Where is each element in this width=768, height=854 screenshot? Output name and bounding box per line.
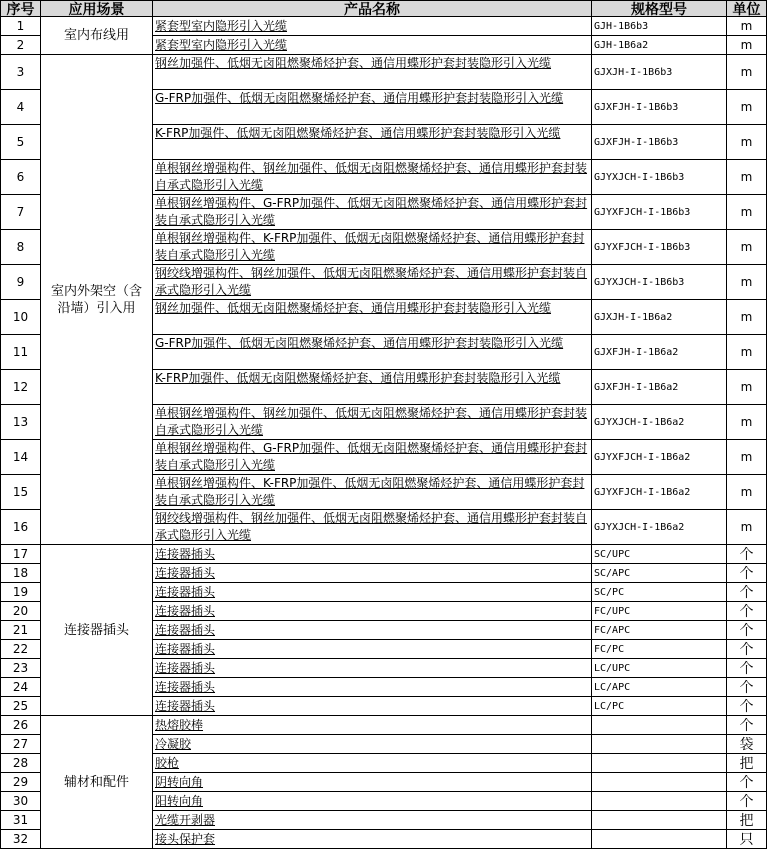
spec-cell[interactable]: FC/APC	[592, 621, 727, 640]
product-name-cell[interactable]: 光缆开剥器	[153, 811, 592, 830]
product-name-cell[interactable]: 连接器插头	[153, 678, 592, 697]
row-seq-cell[interactable]: 1	[0, 17, 41, 36]
product-name-cell[interactable]: 钢丝加强件、低烟无卤阻燃聚烯烃护套、通信用蝶形护套封装隐形引入光缆	[153, 300, 592, 335]
product-name-cell[interactable]: 冷凝胶	[153, 735, 592, 754]
row-seq-cell[interactable]: 26	[0, 716, 41, 735]
spec-cell[interactable]: GJYXJCH-I-1B6a2	[592, 405, 727, 440]
unit-cell[interactable]: 个	[727, 583, 767, 602]
spec-cell[interactable]: LC/UPC	[592, 659, 727, 678]
row-seq-cell[interactable]: 32	[0, 830, 41, 849]
spec-cell[interactable]: GJYXFJCH-I-1B6b3	[592, 230, 727, 265]
product-name-cell[interactable]: 单根钢丝增强构件、G-FRP加强件、低烟无卤阻燃聚烯烃护套、通信用蝶形护套封装自承式隐形引入光缆	[153, 195, 592, 230]
unit-cell[interactable]: 个	[727, 621, 767, 640]
row-seq-cell[interactable]: 25	[0, 697, 41, 716]
product-name-cell[interactable]: 单根钢丝增强构件、K-FRP加强件、低烟无卤阻燃聚烯烃护套、通信用蝶形护套封装自承式隐形引入光缆	[153, 230, 592, 265]
row-seq-cell[interactable]: 29	[0, 773, 41, 792]
product-name-cell[interactable]: 连接器插头	[153, 545, 592, 564]
spec-cell[interactable]: GJH-1B6b3	[592, 17, 727, 36]
spec-cell[interactable]: FC/PC	[592, 640, 727, 659]
scene-merged-cell[interactable]: 辅材和配件	[41, 716, 153, 849]
spec-cell[interactable]	[592, 811, 727, 830]
unit-cell[interactable]: 个	[727, 792, 767, 811]
unit-cell[interactable]: m	[727, 195, 767, 230]
product-name-cell[interactable]: 钢绞线增强构件、钢丝加强件、低烟无卤阻燃聚烯烃护套、通信用蝶形护套封装自承式隐形引入光缆	[153, 510, 592, 545]
unit-cell[interactable]: m	[727, 125, 767, 160]
spec-cell[interactable]: GJXJH-I-1B6a2	[592, 300, 727, 335]
unit-cell[interactable]: m	[727, 160, 767, 195]
row-seq-cell[interactable]: 3	[0, 55, 41, 90]
unit-cell[interactable]: 个	[727, 773, 767, 792]
product-name-cell[interactable]: 阴转向角	[153, 773, 592, 792]
unit-cell[interactable]: 个	[727, 659, 767, 678]
unit-cell[interactable]: 个	[727, 640, 767, 659]
product-name-cell[interactable]: 单根钢丝增强构件、G-FRP加强件、低烟无卤阻燃聚烯烃护套、通信用蝶形护套封装自承式隐形引入光缆	[153, 440, 592, 475]
unit-cell[interactable]: m	[727, 265, 767, 300]
unit-cell[interactable]: m	[727, 475, 767, 510]
spec-cell[interactable]: GJYXJCH-I-1B6b3	[592, 160, 727, 195]
row-seq-cell[interactable]: 28	[0, 754, 41, 773]
row-seq-cell[interactable]: 19	[0, 583, 41, 602]
unit-cell[interactable]: 个	[727, 545, 767, 564]
product-name-cell[interactable]: 紧套型室内隐形引入光缆	[153, 17, 592, 36]
unit-cell[interactable]: m	[727, 230, 767, 265]
scene-merged-cell[interactable]: 连接器插头	[41, 545, 153, 716]
spec-cell[interactable]: GJYXJCH-I-1B6b3	[592, 265, 727, 300]
row-seq-cell[interactable]: 10	[0, 300, 41, 335]
product-name-cell[interactable]: 连接器插头	[153, 697, 592, 716]
product-name-cell[interactable]: 连接器插头	[153, 659, 592, 678]
row-seq-cell[interactable]: 24	[0, 678, 41, 697]
row-seq-cell[interactable]: 4	[0, 90, 41, 125]
product-name-cell[interactable]: K-FRP加强件、低烟无卤阻燃聚烯烃护套、通信用蝶形护套封装隐形引入光缆	[153, 125, 592, 160]
row-seq-cell[interactable]: 12	[0, 370, 41, 405]
row-seq-cell[interactable]: 7	[0, 195, 41, 230]
spec-cell[interactable]: GJXFJH-I-1B6b3	[592, 125, 727, 160]
spec-cell[interactable]: GJXFJH-I-1B6a2	[592, 370, 727, 405]
product-name-cell[interactable]: G-FRP加强件、低烟无卤阻燃聚烯烃护套、通信用蝶形护套封装隐形引入光缆	[153, 90, 592, 125]
header-product-name[interactable]: 产品名称	[153, 0, 592, 17]
header-unit[interactable]: 单位	[727, 0, 767, 17]
row-seq-cell[interactable]: 13	[0, 405, 41, 440]
product-name-cell[interactable]: 连接器插头	[153, 640, 592, 659]
product-name-cell[interactable]: 单根钢丝增强构件、K-FRP加强件、低烟无卤阻燃聚烯烃护套、通信用蝶形护套封装自承式隐形引入光缆	[153, 475, 592, 510]
scene-merged-cell[interactable]: 室内外架空（含沿墙）引入用	[41, 55, 153, 545]
product-name-cell[interactable]: 接头保护套	[153, 830, 592, 849]
unit-cell[interactable]: 只	[727, 830, 767, 849]
unit-cell[interactable]: 把	[727, 811, 767, 830]
product-name-cell[interactable]: 钢丝加强件、低烟无卤阻燃聚烯烃护套、通信用蝶形护套封装隐形引入光缆	[153, 55, 592, 90]
spec-cell[interactable]	[592, 735, 727, 754]
unit-cell[interactable]: m	[727, 55, 767, 90]
header-spec[interactable]: 规格型号	[592, 0, 727, 17]
product-name-cell[interactable]: K-FRP加强件、低烟无卤阻燃聚烯烃护套、通信用蝶形护套封装隐形引入光缆	[153, 370, 592, 405]
spec-cell[interactable]: GJXFJH-I-1B6b3	[592, 90, 727, 125]
unit-cell[interactable]: 把	[727, 754, 767, 773]
row-seq-cell[interactable]: 2	[0, 36, 41, 55]
product-name-cell[interactable]: 紧套型室内隐形引入光缆	[153, 36, 592, 55]
spec-cell[interactable]: LC/APC	[592, 678, 727, 697]
row-seq-cell[interactable]: 30	[0, 792, 41, 811]
unit-cell[interactable]: m	[727, 405, 767, 440]
unit-cell[interactable]: 个	[727, 602, 767, 621]
unit-cell[interactable]: 个	[727, 564, 767, 583]
product-name-cell[interactable]: 钢绞线增强构件、钢丝加强件、低烟无卤阻燃聚烯烃护套、通信用蝶形护套封装自承式隐形引入光缆	[153, 265, 592, 300]
product-name-cell[interactable]: 单根钢丝增强构件、钢丝加强件、低烟无卤阻燃聚烯烃护套、通信用蝶形护套封装自承式隐形引入光缆	[153, 160, 592, 195]
unit-cell[interactable]: m	[727, 300, 767, 335]
row-seq-cell[interactable]: 23	[0, 659, 41, 678]
unit-cell[interactable]: 个	[727, 716, 767, 735]
product-name-cell[interactable]: G-FRP加强件、低烟无卤阻燃聚烯烃护套、通信用蝶形护套封装隐形引入光缆	[153, 335, 592, 370]
spec-cell[interactable]: SC/APC	[592, 564, 727, 583]
spec-cell[interactable]	[592, 792, 727, 811]
header-scene[interactable]: 应用场景	[41, 0, 153, 17]
spec-cell[interactable]	[592, 754, 727, 773]
spec-cell[interactable]: LC/PC	[592, 697, 727, 716]
unit-cell[interactable]: m	[727, 36, 767, 55]
unit-cell[interactable]: m	[727, 510, 767, 545]
unit-cell[interactable]: m	[727, 335, 767, 370]
product-name-cell[interactable]: 连接器插头	[153, 583, 592, 602]
spec-cell[interactable]: GJXFJH-I-1B6a2	[592, 335, 727, 370]
row-seq-cell[interactable]: 5	[0, 125, 41, 160]
unit-cell[interactable]: m	[727, 17, 767, 36]
spec-cell[interactable]: GJYXFJCH-I-1B6a2	[592, 475, 727, 510]
product-name-cell[interactable]: 胶枪	[153, 754, 592, 773]
spec-cell[interactable]: GJH-1B6a2	[592, 36, 727, 55]
product-name-cell[interactable]: 单根钢丝增强构件、钢丝加强件、低烟无卤阻燃聚烯烃护套、通信用蝶形护套封装自承式隐形引入光缆	[153, 405, 592, 440]
row-seq-cell[interactable]: 31	[0, 811, 41, 830]
spec-cell[interactable]: SC/UPC	[592, 545, 727, 564]
unit-cell[interactable]: m	[727, 90, 767, 125]
spec-cell[interactable]: GJXJH-I-1B6b3	[592, 55, 727, 90]
scene-merged-cell[interactable]: 室内布线用	[41, 17, 153, 55]
spec-cell[interactable]: FC/UPC	[592, 602, 727, 621]
product-name-cell[interactable]: 连接器插头	[153, 564, 592, 583]
header-seq[interactable]: 序号	[0, 0, 41, 17]
row-seq-cell[interactable]: 11	[0, 335, 41, 370]
row-seq-cell[interactable]: 18	[0, 564, 41, 583]
row-seq-cell[interactable]: 6	[0, 160, 41, 195]
product-name-cell[interactable]: 热熔胶棒	[153, 716, 592, 735]
row-seq-cell[interactable]: 16	[0, 510, 41, 545]
unit-cell[interactable]: m	[727, 370, 767, 405]
spec-cell[interactable]	[592, 716, 727, 735]
unit-cell[interactable]: 个	[727, 697, 767, 716]
product-name-cell[interactable]: 连接器插头	[153, 602, 592, 621]
unit-cell[interactable]: m	[727, 440, 767, 475]
row-seq-cell[interactable]: 27	[0, 735, 41, 754]
unit-cell[interactable]: 个	[727, 678, 767, 697]
spec-cell[interactable]	[592, 830, 727, 849]
row-seq-cell[interactable]: 21	[0, 621, 41, 640]
product-name-cell[interactable]: 连接器插头	[153, 621, 592, 640]
row-seq-cell[interactable]: 15	[0, 475, 41, 510]
row-seq-cell[interactable]: 17	[0, 545, 41, 564]
product-name-cell[interactable]: 阳转向角	[153, 792, 592, 811]
spec-cell[interactable]: GJYXFJCH-I-1B6a2	[592, 440, 727, 475]
row-seq-cell[interactable]: 14	[0, 440, 41, 475]
spec-cell[interactable]: GJYXJCH-I-1B6a2	[592, 510, 727, 545]
row-seq-cell[interactable]: 22	[0, 640, 41, 659]
spec-cell[interactable]: GJYXFJCH-I-1B6b3	[592, 195, 727, 230]
unit-cell[interactable]: 袋	[727, 735, 767, 754]
row-seq-cell[interactable]: 9	[0, 265, 41, 300]
spec-cell[interactable]: SC/PC	[592, 583, 727, 602]
row-seq-cell[interactable]: 8	[0, 230, 41, 265]
row-seq-cell[interactable]: 20	[0, 602, 41, 621]
spec-cell[interactable]	[592, 773, 727, 792]
